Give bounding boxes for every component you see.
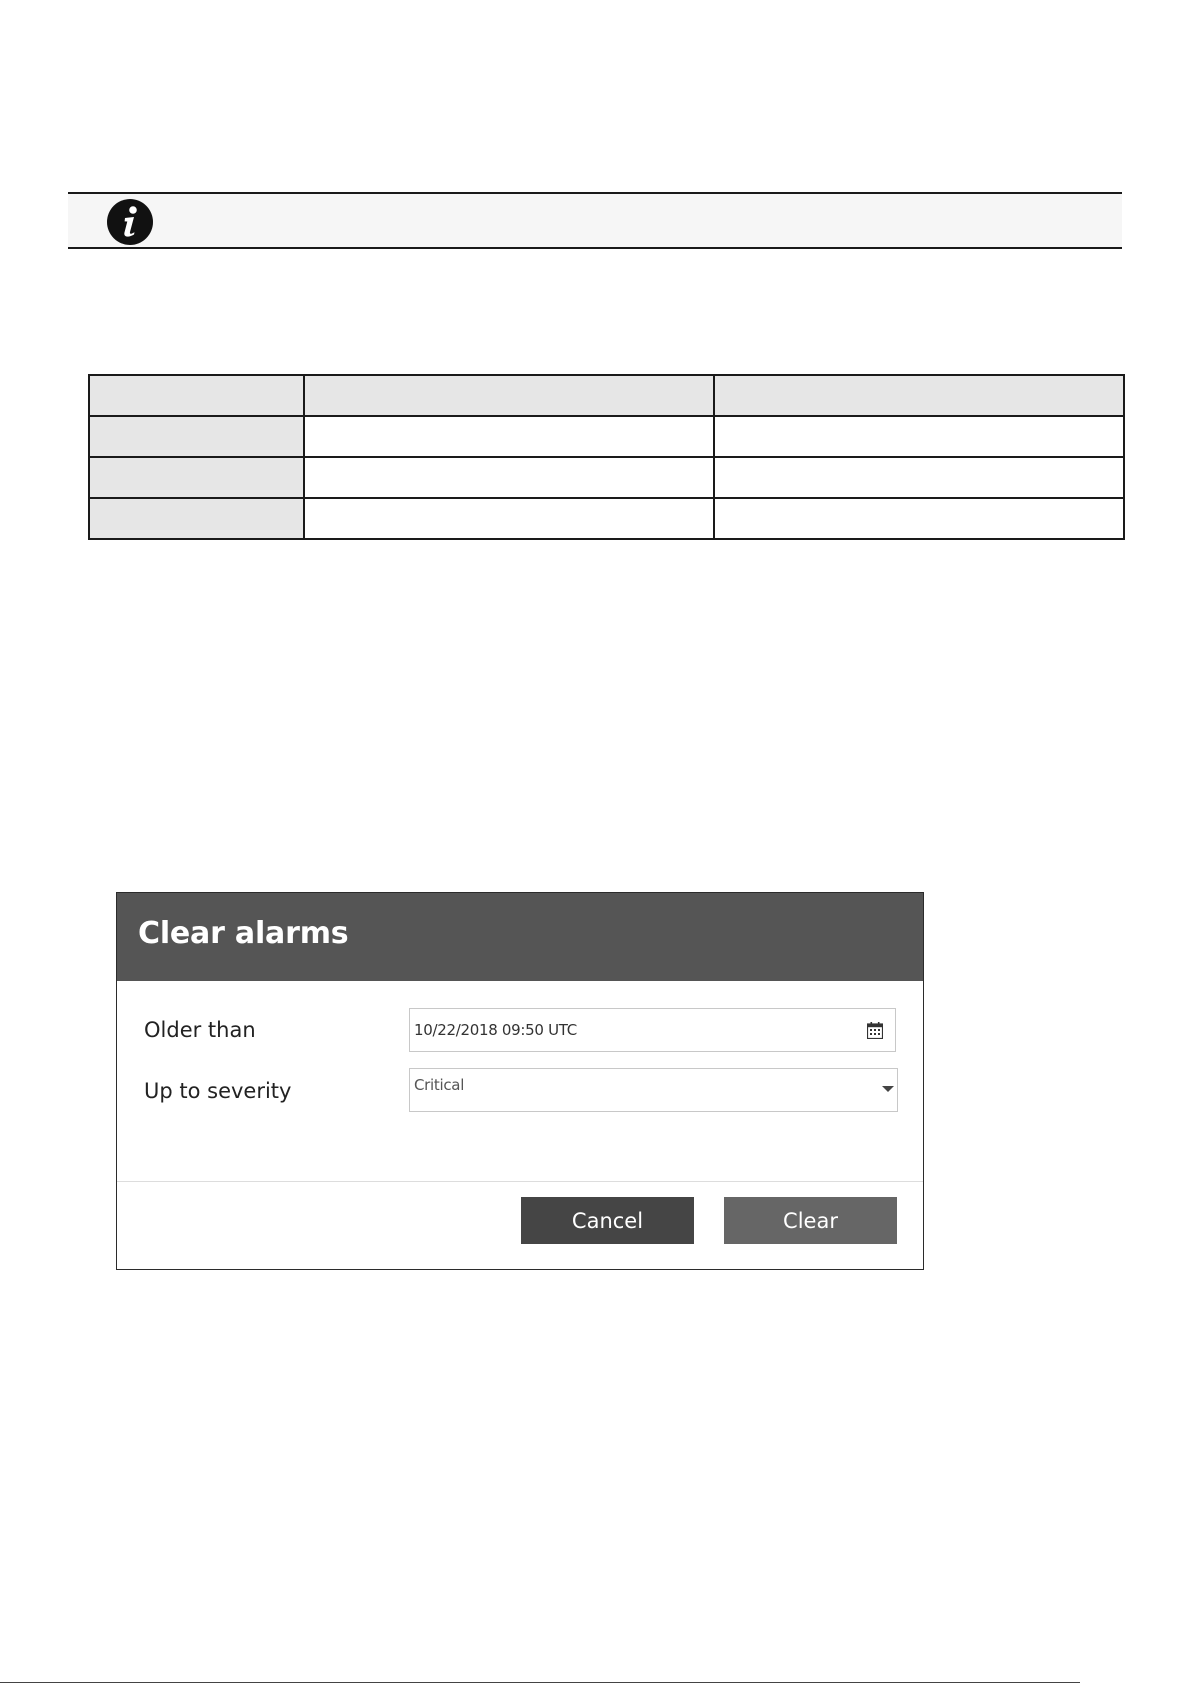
table-row bbox=[89, 416, 1124, 457]
severity-select[interactable] bbox=[409, 1068, 898, 1112]
table-header-cell bbox=[304, 375, 714, 416]
older-than-input[interactable] bbox=[409, 1008, 896, 1052]
table-cell bbox=[89, 416, 304, 457]
table-cell bbox=[714, 498, 1124, 539]
note-banner bbox=[68, 192, 1122, 249]
table-cell bbox=[89, 457, 304, 498]
table-cell bbox=[304, 498, 714, 539]
table-row bbox=[89, 457, 1124, 498]
clear-alarms-dialog bbox=[116, 892, 924, 1270]
older-than-value: 10/22/2018 09:50 UTC bbox=[414, 1021, 577, 1039]
table-header-row bbox=[89, 375, 1124, 416]
table-header-cell bbox=[89, 375, 304, 416]
severity-selected-value: Critical bbox=[414, 1076, 465, 1094]
page-bottom-rule bbox=[0, 1682, 1080, 1683]
table-cell bbox=[89, 498, 304, 539]
severity-label: Up to severity bbox=[144, 1079, 292, 1103]
table-cell bbox=[714, 457, 1124, 498]
older-than-label: Older than bbox=[144, 1018, 256, 1042]
table-cell bbox=[304, 457, 714, 498]
table-header-cell bbox=[714, 375, 1124, 416]
chevron-down-icon[interactable] bbox=[882, 1086, 894, 1092]
table-row bbox=[89, 498, 1124, 539]
clear-button[interactable]: Clear bbox=[724, 1197, 897, 1244]
dialog-title: Clear alarms bbox=[138, 916, 349, 951]
cancel-button[interactable]: Cancel bbox=[521, 1197, 694, 1244]
table-cell bbox=[714, 416, 1124, 457]
dialog-footer-divider bbox=[117, 1181, 923, 1182]
table-cell bbox=[304, 416, 714, 457]
info-icon bbox=[106, 198, 154, 246]
info-table bbox=[88, 374, 1125, 540]
dialog-header bbox=[117, 893, 923, 981]
calendar-icon[interactable] bbox=[867, 1022, 883, 1039]
